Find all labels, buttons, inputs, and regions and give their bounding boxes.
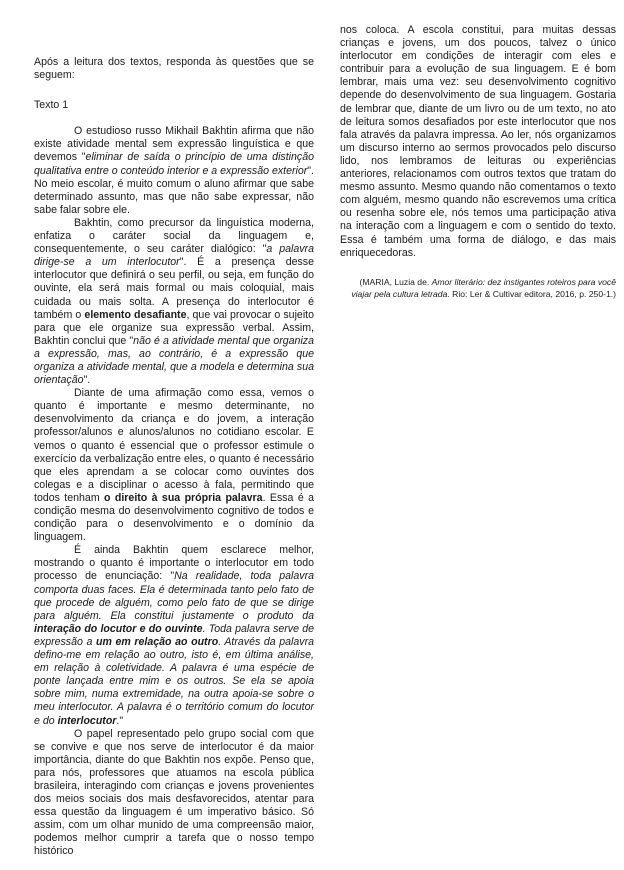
paragraph-3: Diante de uma afirmação como essa, vemos o quanto é importante e mesmo determinante, no desenvolvimento da criança e do jovem, a interação professor/alunos e alunos/alunos no cotidiano escolar. E vemos o quanto é essencial que o professor estimule o exercício da verbalização entre eles, o quanto é necessário que eles aprendam a se colocar como ouvintes dos colegas e a disciplinar o acesso à fala, permitindo que todos tenham o direito à sua própria palavra. Essa é a condição mesma do desenvolvimento cognitivo de todos e condição para o desenvolvimento e o domínio da linguagem.	[34, 387, 315, 544]
paragraph-5-continued: nos coloca. A escola constitui, para muitas dessas crianças e jovens, um dos poucos, talvez o único interlocutor em condições de interagir com eles e contribuir para a evolução de sua linguagem. E é bom lembrar, mais uma vez: seu desenvolvimento cognitivo depende do desenvolvimento de sua linguagem. Gostaria de lembrar que, diante de um livro ou de um texto, no ato de leitura somos desafiados por este interlocutor que nos fala através da palavra impressa. Ao ler, nós organizamos um discurso interno ao sermos provocados pelo discurso lido, nos lembramos de leituras ou experiências anteriores, relacionamos com outros textos que tratam do mesmo assunto. Mesmo quando não comentamos o texto com alguém, mesmo quando não escrevemos uma crítica ou resenha sobre ele, nós temos uma participação ativa na interação com a linguagem e com o sentido do texto. Essa é também uma forma de diálogo, e das mais enriquecedoras.	[340, 24, 616, 259]
right-column	[340, 24, 616, 300]
paragraph-5: O papel representado pelo grupo social com que se convive e que nos serve de interlocutor é da maior importância, diante do que Bakhtin nos expõe. Penso que, para nós, professores que atuamos na escola pública brasileira, interagindo com crianças e jovens provenientes dos meios sociais dos mais desfavorecidos, atentar para essa questão da linguagem é um imperativo básico. Só assim, com um olhar munido de uma compreensão maior, podemos melhor cumprir a tarefa que o nosso tempo histórico	[34, 727, 314, 858]
text-heading: Texto 1	[34, 99, 69, 112]
paragraph-2: Bakhtin, como precursor da linguística moderna, enfatiza o caráter social da linguagem e, consequentemente, o seu caráter dialógico: "a palavra dirige-se a um interlocutor". É a presença desse interlocutor que definirá o seu perfil, ou seja, em função do ouvinte, ela será mais formal ou mais coloquial, mais cuidada ou mais solta. A presença do interlocutor é também o elemento desafiante, que vai provocar o sujeito para que ele organize sua expressão verbal. Assim, Bakhtin conclui que "não é a atividade mental que organiza a expressão, mas, ao contrário, é a expressão que organiza a atividade mental, que a modela e determina sua orientação".	[34, 216, 315, 387]
paragraph-4: É ainda Bakhtin quem esclarece melhor, mostrando o quanto é importante o interlocutor em todo processo de enunciação: "Na realidade, toda palavra comporta duas faces. Ela é determinada tanto pelo fato de que procede de alguém, como pelo fato de que se dirige para alguém. Ela constitui justamente o produto da interação do locutor e do ouvinte. Toda palavra serve de expressão a um em relação ao outro. Através da palavra defino-me em relação ao outro, isto é, em última análise, em relação à coletividade. A palavra é uma espécie de ponte lançada entre mim e os outros. Se ela se apoia sobre mim, numa extremidade, na outra apoia-se sobre o meu interlocutor. A palavra é o território comum do locutor e do interlocutor."	[34, 544, 315, 727]
left-column	[34, 0, 314, 859]
instructions: Após a leitura dos textos, responda às questões que se seguem:	[34, 56, 314, 82]
citation: (MARIA, Luzia de. Amor literário: dez instigantes roteiros para você viajar pela cultura letrada. Rio: Ler & Cultivar editora, 2016, p. 250-1.)	[351, 276, 616, 299]
paragraph-1: O estudioso russo Mikhail Bakhtin afirma que não existe atividade mental sem expressão linguística e que devemos "eliminar de saída o princípio de uma distinção qualitativa entre o conteúdo interior e a expressão exterior". No meio escolar, é muito comum o aluno afirmar que sabe determinado assunto, mas que não sabe expressar, não sabe falar sobre ele.	[34, 125, 314, 216]
